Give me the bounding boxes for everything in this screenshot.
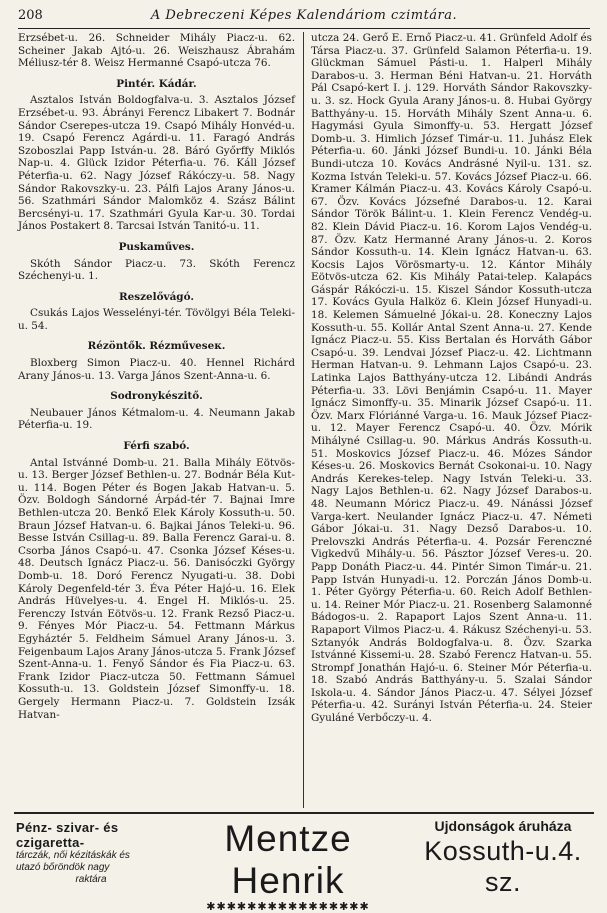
ad-merchant-name: Mentze Henrik	[224, 818, 352, 901]
section-heading: Puskaműves.	[118, 240, 195, 253]
ad-shop-name: Ujdonságok áruháza	[434, 818, 572, 834]
entry-paragraph: Skóth Sándor Piacz-u. 73. Skóth Ferencz Széchenyi-u. 1.	[18, 257, 295, 283]
entry-paragraph: Asztalos István Boldogfalva-u. 3. Asztalos József Erzsébet-u. 93. Ábrányi Ferencz Libakert 7. Bodnár Sándor Cserepes-utcza 19. Csapó Mihály Honvéd-u. 19. Csapó Ferencz Agárdi-u. 11. Faragó András Szoboszlai Papp István-u. 28. Báró Győrffy Miklós Nap-u. 4. Glück Izidor Péterfia-u. 76. Káll József Péterfia-u. 62. Nagy József Rákóczy-u. 58. Nagy Sándor Rakovszky-u. 23. Pálfi Lajos Arany János-u. 56. Szathmári Sándor Malomköz 4. Szász Bálint Bercsényi-u. 17. Szathmári Gyula Kar-u. 30. Tordai János Postakert 8. Tarcsai István Tanitó-u. 11.	[18, 94, 295, 233]
ad-merchant	[172, 818, 404, 913]
section-heading: Férfi szabó.	[123, 440, 190, 453]
page-header	[18, 6, 590, 29]
ad-shop-info	[412, 818, 594, 898]
left-column	[18, 32, 295, 721]
ad-address: Kossuth-u.4. sz.	[424, 836, 582, 897]
ad-line-2: tárczák, női kézitáskák és	[16, 850, 130, 861]
section-heading: Pintér. Kádár.	[116, 77, 197, 90]
ad-product-list	[16, 820, 166, 885]
section-heading: Reszelővágó.	[119, 290, 194, 303]
ad-line-1: Pénz- szivar- és czigaretta-	[16, 820, 119, 850]
ad-line-3: utazó bőröndök nagy	[16, 862, 110, 873]
entry-paragraph: Csukás Lajos Wesselényi-tér. Tövölgyi Béla Teleki-u. 54.	[18, 307, 295, 332]
section-heading: Rézöntők. Rézműveseк.	[87, 340, 226, 353]
section-heading: Sodronykészitő.	[110, 390, 203, 403]
entry-paragraph: Antal Istvánné Domb-u. 21. Balla Mihály Eötvös-u. 13. Berger József Bethlen-u. 27. Bodnár Béla Kut-u. 114. Bogen Péter és Bogen Jakab Hatvan-u. 5. Özv. Boldogh Sándorné Árpád-tér 7. Bajnai Imre Bethlen-utcza 20. Benkő Elek Károly Kossuth-u. 50. Braun József Hatvan-u. 6. Bajkai János Teleki-u. 96. Besse István Csillag-u. 89. Balla Ferencz Garai-u. 8. Csorba János Csapó-u. 47. Csonka József Késes-u. 48. Deutsch Ignácz Piacz-u. 56. Danisóczki György Domb-u. 18. Doró Ferencz Nyugati-u. 38. Dobi Károly Degenfeld-tér 3. Éva Péter Hajó-u. 16. Elek András Hüvelyes-u. 4. Engel H. Miklós-u. 25. Ferenczy István Eötvös-u. 12. Frank Rezső Piacz-u. 9. Fényes Mór Piacz-u. 54. Fettmann Márkus Egyháztér 5. Feldheim Sámuel Arany János-u. 3. Feigenbaum Lajos Arany János-utcza 5. Frank József Szent-Anna-u. 1. Fenyő Sándor és Fia Piacz-u. 63. Frank Izidor Piacz-utcza 50. Fettmann Sámuel Kossuth-u. 13. Goldstein József Simonffy-u. 18. Gergely Hermann Piacz-u. 7. Goldstein Izsák Hatvan-	[18, 456, 295, 721]
page-number: 208	[18, 8, 43, 23]
entry-paragraph: utcza 24. Gerő E. Ernő Piacz-u. 41. Grünfeld Adolf és Társa Piacz-u. 37. Grünfeld Salamon Péterfia-u. 19. Glückman Sámuel Pásti-u. 1. Halperl Mihály Darabos-u. 3. Herman Béni Hatvan-u. 21. Horváth Pál Csapó-kert I. j. 129. Horváth Sándor Rakovszky-u. 3. sz. Hock Gyula Arany János-u. 8. Hubai György Batthyány-u. 15. Horváth Mihály Szent Anna-u. 6. Hagymási Gyula Simonffy-u. 53. Hergatt József Domb-u. 3. Himlich József Timár-u. 11. Juhász Elek Péterfia-u. 60. Jánki József Bundi-u. 10. Jánki Béla Bundi-utcza 10. Kovács Andrásné Nyil-u. 131. sz. Kozma István Teleki-u. 57. Kovács József Piacz-u. 66. Kramer Kálmán Piacz-u. 43. Kovács Károly Csapó-u. 67. Özv. Kovács Józsefné Darabos-u. 12. Karai Sándor Török Bálint-u. 1. Klein Ferencz Vendég-u. 82. Klein Dávid Piacz-u. 16. Korom Lajos Vendég-u. 87. Özv. Katz Hermanné Arany János-u. 2. Koros Sándor Kossuth-u. 14. Klein Ignácz Hatvan-u. 63. Kocsis Lajos Vörösmarty-u. 12. Kántor Mihály Eötvös-utcza 62. Kis Mihály Patai-telep. Kalapács Gáspár Rákóczi-u. 15. Kiszel Sándor Kossuth-utcza 17. Kovács Gyula Halköz 6. Klein József Hunyadi-u. 18. Kelemen Sámuelné Jókai-u. 28. Koneczny Lajos Kossuth-u. 55. Kollár Antal Szent Anna-u. 27. Kende Ignácz Piacz-u. 55. Kiss Bertalan és Horváth Gábor Csapó-u. 39. Lendvai József Piacz-u. 42. Lichtmann Herman Hatvan-u. 9. Lehmann Lajos Csapó-u. 23. Latinka Lajos Batthyány-utcza 12. Libándi András Péterfia-u. 33. Lövi Benjámin Csapó-u. 11. Mayer Ignácz Simonffy-u. 35. Minarik József Csapó-u. 11. Özv. Marx Flóriánné Varga-u. 16. Mauk József Piacz-u. 12. Mayer Ferencz Csapó-u. 40. Özv. Mórik Mihályné Csillag-u. 90. Márkus András Kossuth-u. 51. Moskovics József Piacz-u. 46. Mózes Sándor Késes-u. 26. Moskovics Bernát Csokonai-u. 10. Nagy András Kerekes-telep. Nagy István Teleki-u. 33. Nagy Lajos Bethlen-u. 62. Nagy József Darabos-u. 48. Neumann Móricz Piacz-u. 49. Nánássi József Varga-kert. Neulander Ignácz Piacz-u. 47. Németi Gábor Jókai-u. 31. Nagy Dezső Darabos-u. 10. Prelovszki András Péterfia-u. 4. Pozsár Ferenczné Vigkedvű Mihály-u. 56. Pásztor József Veres-u. 20. Papp Donáth Piacz-u. 44. Pintér Simon Timár-u. 21. Papp István Hunyadi-u. 12. Porczán János Domb-u. 1. Péter György Péterfia-u. 60. Reich Adolf Bethlen-u. 14. Reiner Mór Piacz-u. 21. Rosenberg Salamonné Bádogos-u. 2. Rapaport Lajos Szent Anna-u. 11. Rapaport Vilmos Piacz-u. 4. Rákusz Széchenyi-u. 53. Sztanyók András Boldogfalva-u. 8. Özv. Szarka Istvánné Kissemi-u. 28. Szabó Ferencz Hatvan-u. 55. Strompf Jonathán Hajó-u. 6. Steiner Mór Péterfia-u. 18. Szabó András Batthyány-u. 5. Szalai Sándor Iskola-u. 4. Sándor János Piacz-u. 47. Sélyei József Péterfia-u. 42. Surányi István Péterfia-u. 24. Steier Gyuláné Verbőczy-u. 4.	[311, 32, 592, 725]
right-column	[311, 32, 592, 725]
ad-line-4: raktára	[75, 874, 107, 885]
advertisement	[14, 812, 594, 913]
entry-paragraph: Erzsébet-u. 26. Schneider Mihály Piacz-u. 62. Scheiner Jakab Ajtó-u. 26. Weiszhausz Ábrahám Méliusz-tér 8. Weisz Hermanné Csapó-utcza 76.	[18, 32, 295, 70]
entry-paragraph: Bloxberg Simon Piacz-u. 40. Hennel Richárd Arany János-u. 13. Varga János Szent-Anna-u. 6.	[18, 357, 295, 382]
running-title: A Debreczeni Képes Kalendáriom czimtára.	[150, 8, 458, 23]
entry-paragraph: Neubauer János Kétmalom-u. 4. Neumann Jakab Péterfia-u. 19.	[18, 406, 295, 432]
column-divider	[303, 32, 304, 808]
ad-ornament: ✱✱✱✱✱✱✱✱✱✱✱✱✱✱✱✱	[206, 900, 370, 913]
